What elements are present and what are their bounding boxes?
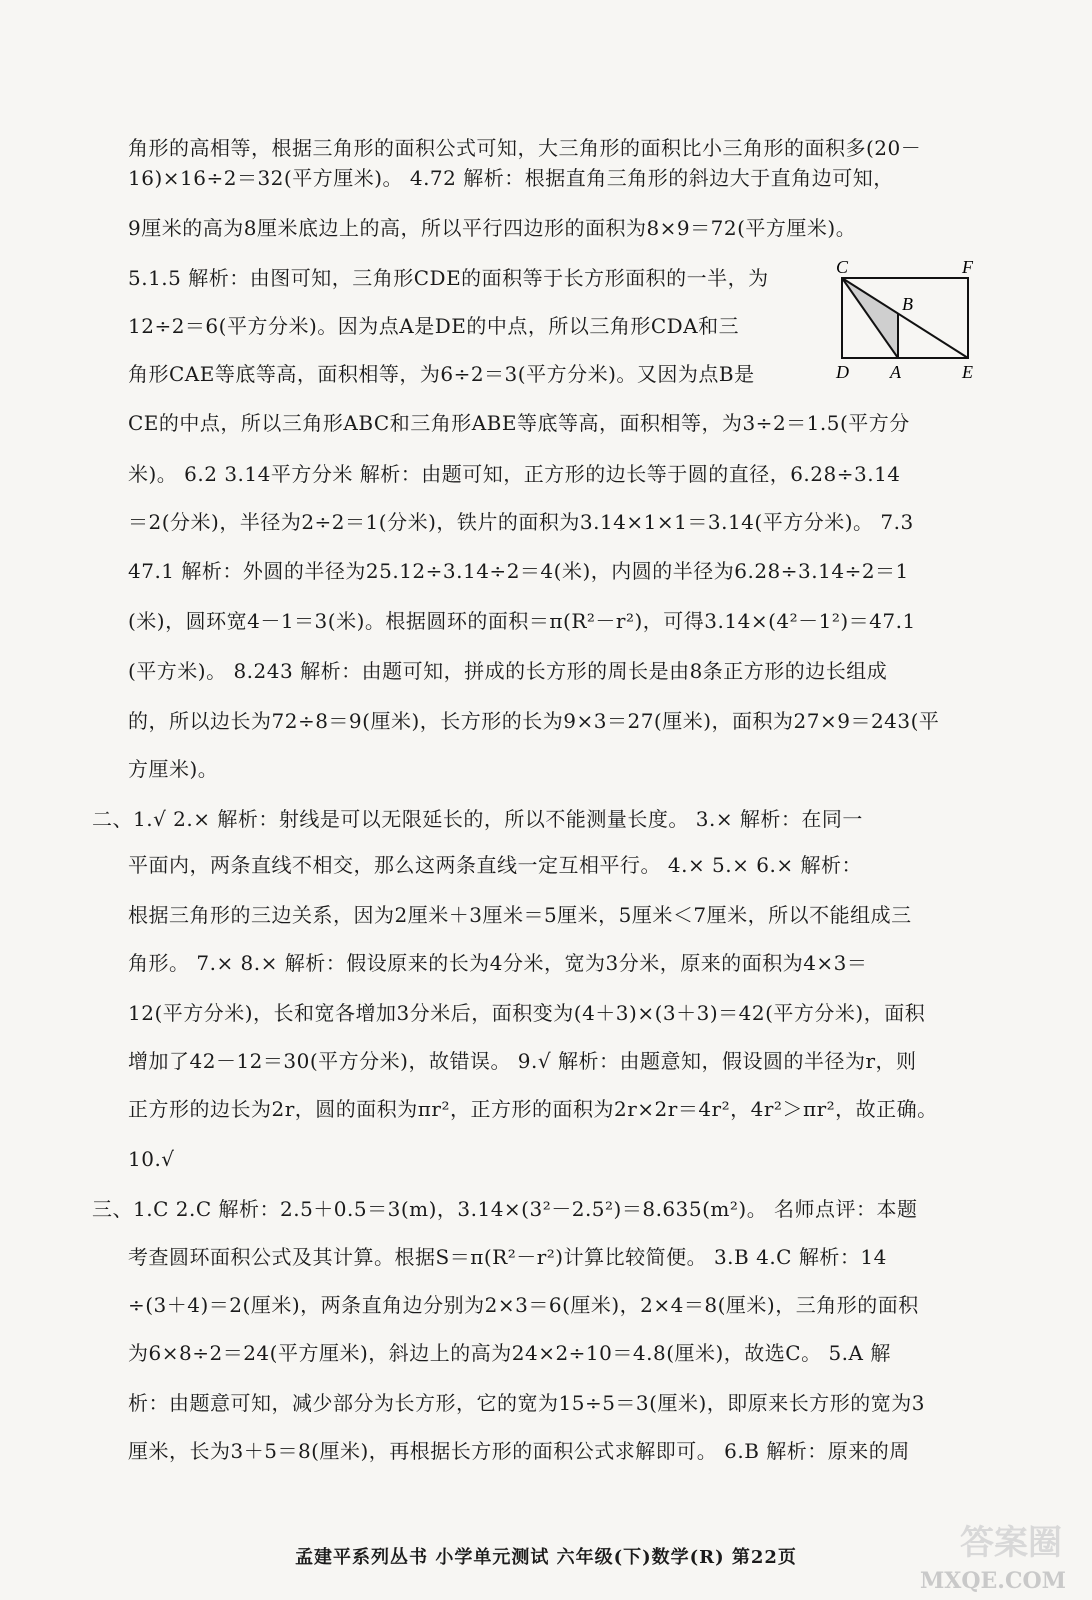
text-line: 二、1.√ 2.× 解析：射线是可以无限延长的，所以不能测量长度。 3.× 解析：在同一 [92,807,863,831]
text-line: 考查圆环面积公式及其计算。根据S＝π(R²－r²)计算比较简便。 3.B 4.C 解析：14 [128,1245,887,1269]
text-line: 12÷2＝6(平方分米)。因为点A是DE的中点，所以三角形CDA和三 [128,314,740,338]
text-line: 12(平方分米)，长和宽各增加3分米后，面积变为(4＋3)×(3＋3)＝42(平方分米)，面积 [128,1001,926,1025]
page-footer: 孟建平系列丛书 小学单元测试 六年级(下)数学(R) 第22页 [295,1547,797,1568]
text-line: 析：由题意可知，减少部分为长方形，它的宽为15÷5＝3(厘米)，即原来长方形的宽为3 [128,1391,925,1415]
label-e: E [962,362,973,382]
label-b: B [902,294,913,314]
text-line: 正方形的边长为2r，圆的面积为πr²，正方形的面积为2r×2r＝4r²，4r²＞πr²，故正确。 [128,1097,938,1121]
label-f: F [962,258,973,277]
text-line: 根据三角形的三边关系，因为2厘米＋3厘米＝5厘米，5厘米＜7厘米，所以不能组成三 [128,903,912,927]
rectangle-triangle-figure [832,258,982,386]
text-line: ＝2(分米)，半径为2÷2＝1(分米)，铁片的面积为3.14×1×1＝3.14(平方分米)。 7.3 [128,510,914,534]
text-line: 5.1.5 解析：由图可知，三角形CDE的面积等于长方形面积的一半，为 [128,266,769,290]
text-line: 9厘米的高为8厘米底边上的高，所以平行四边形的面积为8×9＝72(平方厘米)。 [128,216,857,240]
text-line: 角形。 7.× 8.× 解析：假设原来的长为4分米，宽为3分米，原来的面积为4×3＝ [128,951,868,975]
text-line: 方厘米)。 [128,757,219,781]
text-line: 47.1 解析：外圆的半径为25.12÷3.14÷2＝4(米)，内圆的半径为6.28÷3.14÷2＝1 [128,559,909,583]
label-c: C [836,258,849,277]
label-d: D [836,362,849,382]
text-line: 角形的高相等，根据三角形的面积公式可知，大三角形的面积比小三角形的面积多(20－ [128,136,922,160]
text-line: ÷(3＋4)＝2(厘米)，两条直角边分别为2×3＝6(厘米)，2×4＝8(厘米)，三角形的面积 [128,1293,919,1317]
text-line: CE的中点，所以三角形ABC和三角形ABE等底等高，面积相等，为3÷2＝1.5(平方分 [128,411,910,435]
watermark-url: MXQE.COM [919,1568,1066,1594]
text-line: 三、1.C 2.C 解析：2.5＋0.5＝3(m)，3.14×(3²－2.5²)＝8.635(m²)。 名师点评：本题 [92,1197,918,1221]
text-line: (米)，圆环宽4－1＝3(米)。根据圆环的面积＝π(R²－r²)，可得3.14×(4²－1²)＝47.1 [128,609,916,633]
text-line: 10.√ [128,1147,175,1171]
text-line: 为6×8÷2＝24(平方厘米)，斜边上的高为24×2÷10＝4.8(厘米)，故选C。 5.A 解 [128,1341,891,1365]
text-line: 厘米，长为3＋5＝8(厘米)，再根据长方形的面积公式求解即可。 6.B 解析：原来的周 [128,1439,910,1463]
watermark-logo: 答案圈 [960,1523,1062,1563]
text-line: 的，所以边长为72÷8＝9(厘米)，长方形的长为9×3＝27(厘米)，面积为27×9＝243(平 [128,709,940,733]
text-line: 米)。 6.2 3.14平方分米 解析：由题可知，正方形的边长等于圆的直径，6.28÷3.14 [128,462,901,486]
text-line: 角形CAE等底等高，面积相等，为6÷2＝3(平方分米)。又因为点B是 [128,362,755,386]
label-a: A [890,362,901,382]
segment-ce [842,278,968,358]
text-line: 增加了42－12＝30(平方分米)，故错误。 9.√ 解析：由题意知，假设圆的半径为r，则 [128,1049,917,1073]
text-line: 平面内，两条直线不相交，那么这两条直线一定互相平行。 4.× 5.× 6.× 解析： [128,853,862,877]
text-line: (平方米)。 8.243 解析：由题可知，拼成的长方形的周长是由8条正方形的边长组成 [128,659,888,683]
text-line: 16)×16÷2＝32(平方厘米)。 4.72 解析：根据直角三角形的斜边大于直角边可知， [128,166,894,190]
